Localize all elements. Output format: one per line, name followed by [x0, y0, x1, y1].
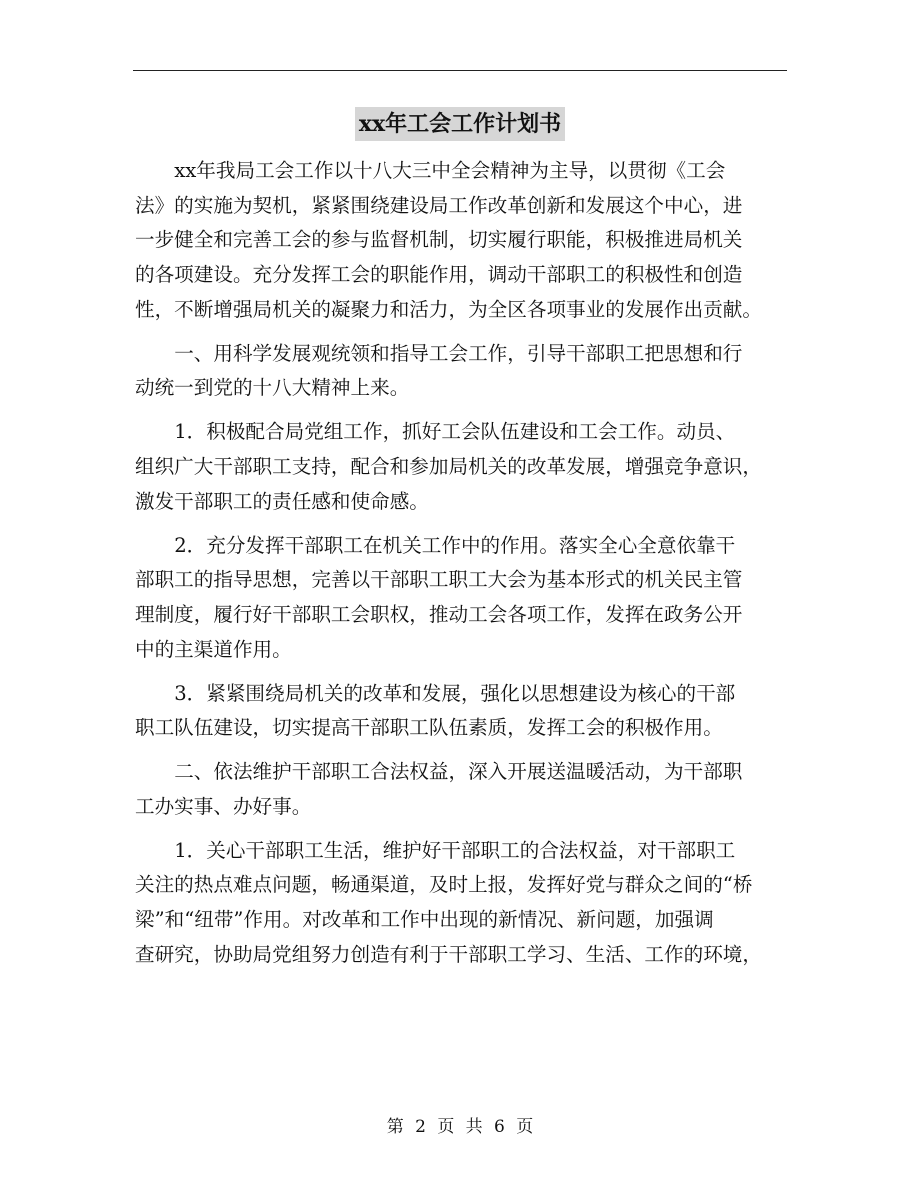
document-body — [135, 154, 787, 973]
paragraph-section-2-heading: 二、依法维护干部职工合法权益，深入开展送温暖活动，为干部职 工办实事、办好事。 — [135, 760, 743, 818]
paragraph-intro: xx年我局工会工作以十八大三中全会精神为主导，以贯彻《工会 法》的实施为契机，紧紧围绕建设局工作改革创新和发展这个中心，进 一步健全和完善工会的参与监督机制，切实履行职能，积极推进局机关 的各项建设。充分发挥工会的职能作用，调动干部职工的积极性和创造 性，不断增强局机关的凝聚力和活力，为全区各项事业的发展作出贡献。 — [135, 159, 762, 321]
paragraph-section-1-item-2: 2．充分发挥干部职工在机关工作中的作用。落实全心全意依靠干 部职工的指导思想，完善以干部职工职工大会为基本形式的机关民主管 理制度，履行好干部职工会职权，推动工会各项工作，发挥在政务公开 中的主渠道作用。 — [135, 533, 743, 661]
document-title: xx年工会工作计划书 — [355, 107, 565, 141]
page-number-footer: 第 2 页 共 6 页 — [386, 1117, 534, 1137]
header-rule — [133, 70, 787, 71]
paragraph-section-1-item-1: 1．积极配合局党组工作，抓好工会队伍建设和工会工作。动员、 组织广大干部职工支持，配合和参加局机关的改革发展，增强竞争意识， 激发干部职工的责任感和使命感。 — [135, 420, 762, 513]
paragraph-section-1-item-3: 3．紧紧围绕局机关的改革和发展，强化以思想建设为核心的干部 职工队伍建设，切实提高干部职工队伍素质，发挥工会的积极作用。 — [135, 681, 736, 740]
paragraph-section-2-item-1: 1．关心干部职工生活，维护好干部职工的合法权益，对干部职工 关注的热点难点问题，畅通渠道，及时上报，发挥好党与群众之间的“桥 梁”和“纽带”作用。对改革和工作中出现的新情况、新问题，加强调 查研究，协助局党组努力创造有利于干部职工学习、生活、工作的环境， — [135, 838, 762, 966]
paragraph-section-1-heading: 一、用科学发展观统领和指导工会工作，引导干部职工把思想和行 动统一到党的十八大精神上来。 — [135, 341, 743, 400]
title-area — [0, 107, 920, 141]
